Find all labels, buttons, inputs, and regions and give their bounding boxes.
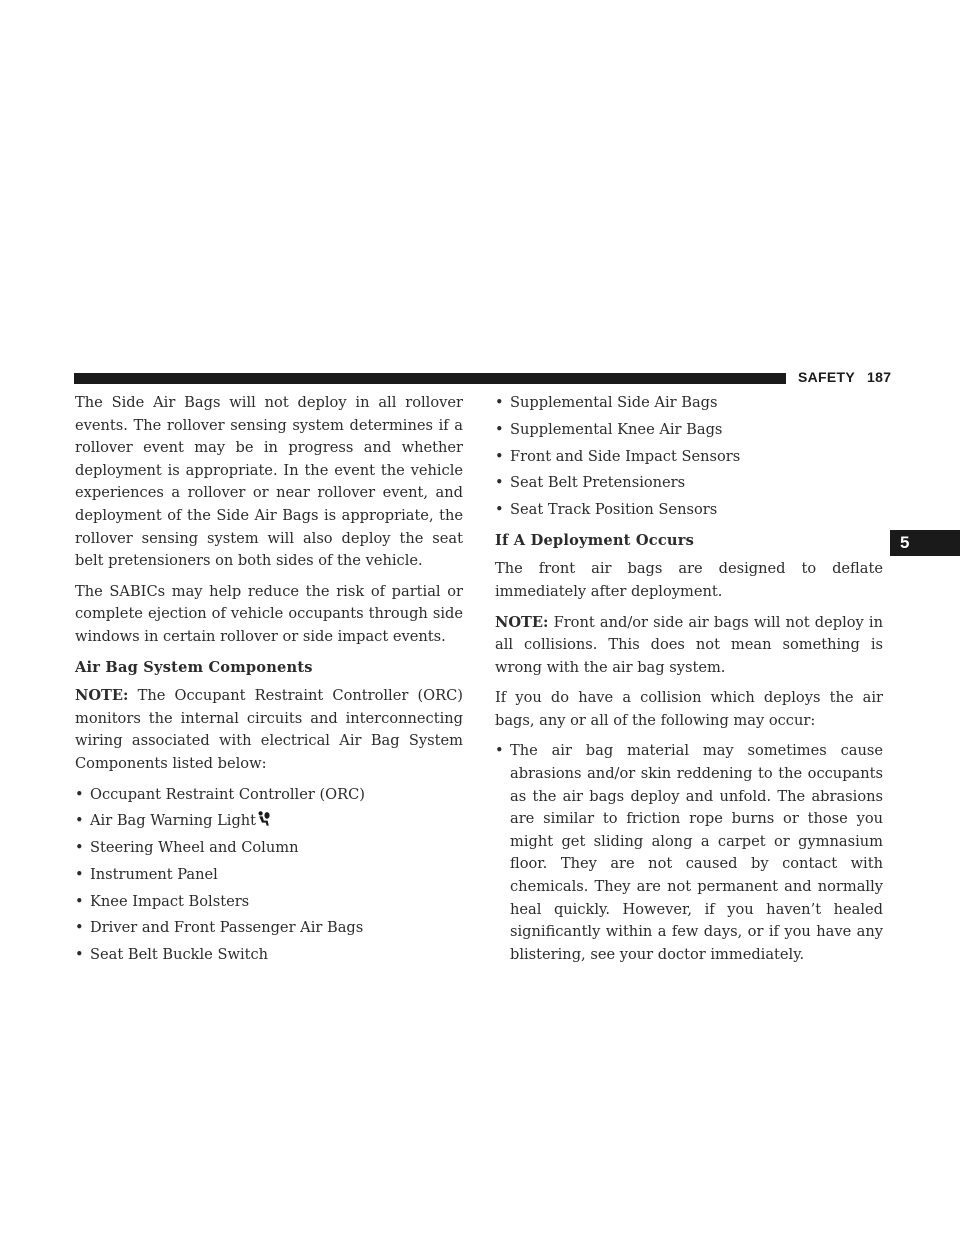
components-heading: Air Bag System Components xyxy=(75,658,313,676)
list-item: • Instrument Panel xyxy=(75,864,463,887)
sabic-paragraph: The SABICs may help reduce the risk of partial or complete ejection of vehicle occupants through side windows in certain rollover or side impact events. xyxy=(75,582,463,645)
list-item: • Seat Belt Pretensioners xyxy=(495,472,883,495)
list-item: • Occupant Restraint Controller (ORC) xyxy=(75,784,463,807)
header-rule xyxy=(74,373,786,384)
running-header xyxy=(798,369,891,385)
list-item: • Seat Belt Buckle Switch xyxy=(75,944,463,967)
collision-paragraph: If you do have a collision which deploys the air bags, any or all of the following may occur: xyxy=(495,689,883,729)
list-item: • Supplemental Knee Air Bags xyxy=(495,419,883,442)
components-list-continued xyxy=(495,392,883,522)
list-item: • The air bag material may sometimes cause abrasions and/or skin reddening to the occupants as the air bags deploy and unfold. The abrasions are similar to friction rope burns or those you might get sliding along a carpet or gymnasium floor. They are not caused by contact with chemicals. They are not permanent and normally heal quickly. However, if you haven’t healed significantly within a few days, or if you have any blistering, see your doctor immediately. xyxy=(495,740,883,966)
deflate-paragraph: The front air bags are designed to deflate immediately after deployment. xyxy=(495,560,883,600)
chapter-tab: 5 xyxy=(890,530,960,556)
note-text: Front and/or side air bags will not deploy in all collisions. This does not mean something is wrong with the air bag system. xyxy=(495,613,883,676)
components-note xyxy=(75,685,463,775)
list-item: • Steering Wheel and Column xyxy=(75,837,463,860)
list-item: • Front and Side Impact Sensors xyxy=(495,446,883,469)
list-item: • Driver and Front Passenger Air Bags xyxy=(75,917,463,940)
note-label: NOTE: xyxy=(75,687,129,705)
note-label: NOTE: xyxy=(495,613,549,631)
list-item: • Supplemental Side Air Bags xyxy=(495,392,883,415)
section-title: SAFETY xyxy=(798,369,856,385)
deployment-heading: If A Deployment Occurs xyxy=(495,531,695,549)
airbag-warning-icon xyxy=(257,811,270,826)
deployment-note xyxy=(495,612,883,680)
effects-list xyxy=(495,740,883,966)
note-text: The Occupant Restraint Controller (ORC) monitors the internal circuits and interconnecting wiring associated with electrical Air Bag System Components listed below: xyxy=(75,687,463,772)
page-number: 187 xyxy=(867,369,892,385)
list-item: • Air Bag Warning Light xyxy=(75,810,463,833)
components-list xyxy=(75,784,463,967)
list-item: • Seat Track Position Sensors xyxy=(495,499,883,522)
right-column xyxy=(495,392,883,974)
list-item: • Knee Impact Bolsters xyxy=(75,891,463,914)
left-column xyxy=(75,392,463,975)
rollover-paragraph: The Side Air Bags will not deploy in all rollover events. The rollover sensing system determines if a rollover event may be in progress and whether deployment is appropriate. In the event the vehicle experiences a rollover or near rollover event, and deployment of the Side Air Bags is appropriate, the rollover sensing system will also deploy the seat belt pretensioners on both sides of the vehicle. xyxy=(75,394,463,570)
